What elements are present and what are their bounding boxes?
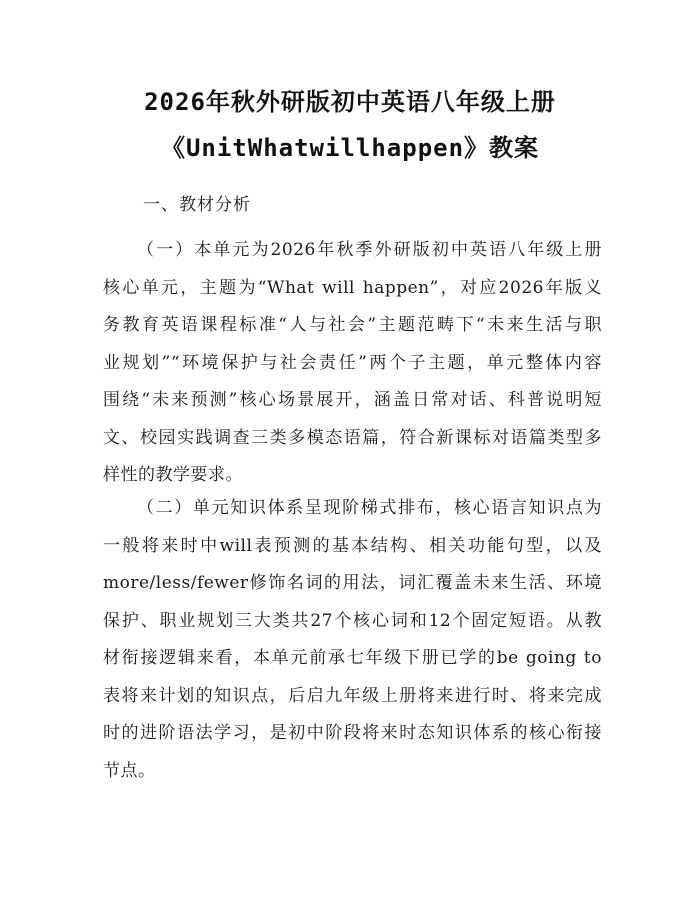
- paragraph-line: 业规划”“环境保护与社会责任”两个子主题，单元整体内容: [103, 352, 602, 373]
- paragraph-line: 务教育英语课程标准“人与社会”主题范畴下“未来生活与职: [103, 315, 602, 335]
- paragraph-2: [103, 490, 602, 790]
- paragraph-line: 一般将来时中will表预测的基本结构、相关功能句型，以及: [103, 535, 602, 556]
- section-heading-textbook-analysis: 一、教材分析: [143, 195, 251, 215]
- paragraph-line: 材衔接逻辑来看，本单元前承七年级下册已学的be going to: [103, 648, 602, 668]
- paragraph-line: 文、校园实践调查三类多模态语篇，符合新课标对语篇类型多: [103, 427, 602, 448]
- paragraph-line: 表将来计划的知识点，后启九年级上册将来进行时、将来完成: [103, 685, 602, 706]
- document-title-line-1: 2026年秋外研版初中英语八年级上册: [144, 88, 556, 116]
- paragraph-line: 节点。: [103, 760, 156, 781]
- paragraph-line: 保护、职业规划三大类共27个核心词和12个固定短语。从教: [103, 610, 602, 631]
- paragraph-line: 围绕“未来预测”核心场景展开，涵盖日常对话、科普说明短: [103, 390, 602, 410]
- paragraph-line: more/less/fewer修饰名词的用法，词汇覆盖未来生活、环境: [103, 573, 602, 593]
- paragraph-line: 样性的教学要求。: [103, 465, 243, 485]
- paragraph-line: 核心单元，主题为“What will happen”，对应2026年版义: [103, 277, 602, 298]
- paragraph-line: （一）本单元为2026年秋季外研版初中英语八年级上册: [137, 240, 602, 260]
- paragraph-line: （二）单元知识体系呈现阶梯式排布，核心语言知识点为: [137, 498, 602, 518]
- document-title-line-2: 《UnitWhatwillhappen》教案: [160, 134, 540, 162]
- paragraph-line: 时的进阶语法学习，是初中阶段将来时态知识体系的核心衔接: [103, 723, 602, 743]
- paragraph-1: [103, 232, 602, 495]
